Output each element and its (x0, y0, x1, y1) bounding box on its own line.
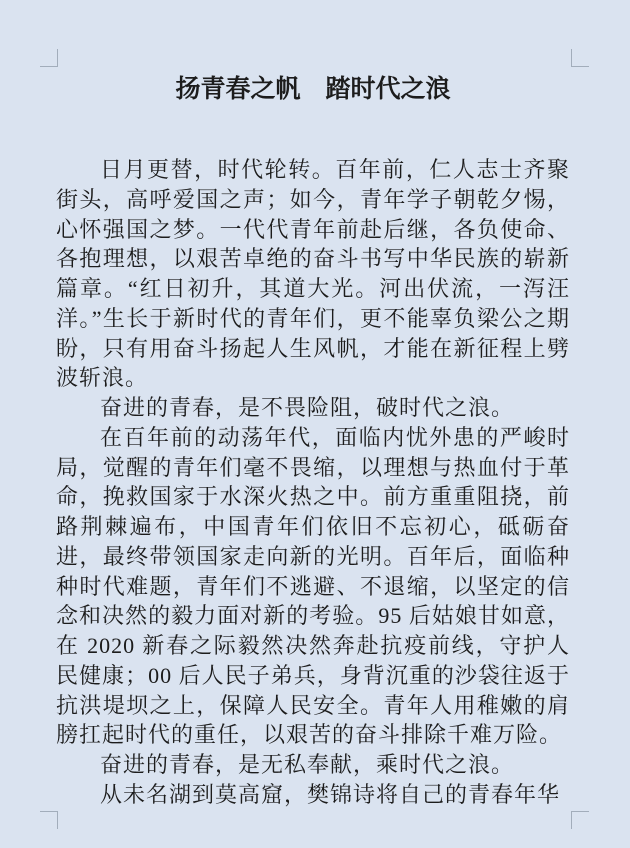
document-title[interactable]: 扬青春之帆 踏时代之浪 (175, 76, 451, 103)
paragraph-5[interactable]: 从未名湖到莫高窟，樊锦诗将自己的青春年华 (100, 781, 561, 807)
margin-mark-top-left (40, 49, 58, 67)
paragraph-4[interactable]: 奋进的青春，是无私奉献，乘时代之浪。 (100, 752, 515, 777)
paragraph-1[interactable]: 日月更替，时代轮转。百年前，仁人志士齐聚街头，高呼爱国之声；如今，青年学子朝乾夕惕，心怀强国之梦。一代代青年前赴后继，各负使命、各抱理想，以艰苦卓绝的奋斗书写中华民族的崭新篇章。“红日初升，其道大光。河出伏流，一泻汪洋。”生长于新时代的青年们，更不能辜负梁公之期盼，只有用奋斗扬起人生风帆，才能在新征程上劈波斩浪。 (56, 157, 570, 391)
paragraph-3[interactable]: 在百年前的动荡年代，面临内忧外患的严峻时局，觉醒的青年们毫不畏缩，以理想与热血付于革命，挽救国家于水深火热之中。前方重重阻挠，前路荆棘遍布，中国青年们依旧不忘初心，砥砺奋进，最终带领国家走向新的光明。百年后，面临种种时代难题，青年们不逃避、不退缩，以坚定的信念和决然的毅力面对新的考验。95 后姑娘甘如意，在 2020 新春之际毅然决然奔赴抗疫前线，守护人民健康；00 后人民子弟兵，身背沉重的沙袋往返于抗洪堤坝之上，保障人民安全。青年人用稚嫩的肩膀扛起时代的重任，以艰苦的奋斗排除千难万险。 (56, 424, 570, 748)
margin-mark-bottom-right (571, 811, 589, 829)
paragraph-2[interactable]: 奋进的青春，是不畏险阻，破时代之浪。 (100, 395, 515, 420)
margin-mark-top-right (571, 49, 589, 67)
document-text-area[interactable] (56, 67, 570, 810)
margin-mark-bottom-left (40, 811, 58, 829)
